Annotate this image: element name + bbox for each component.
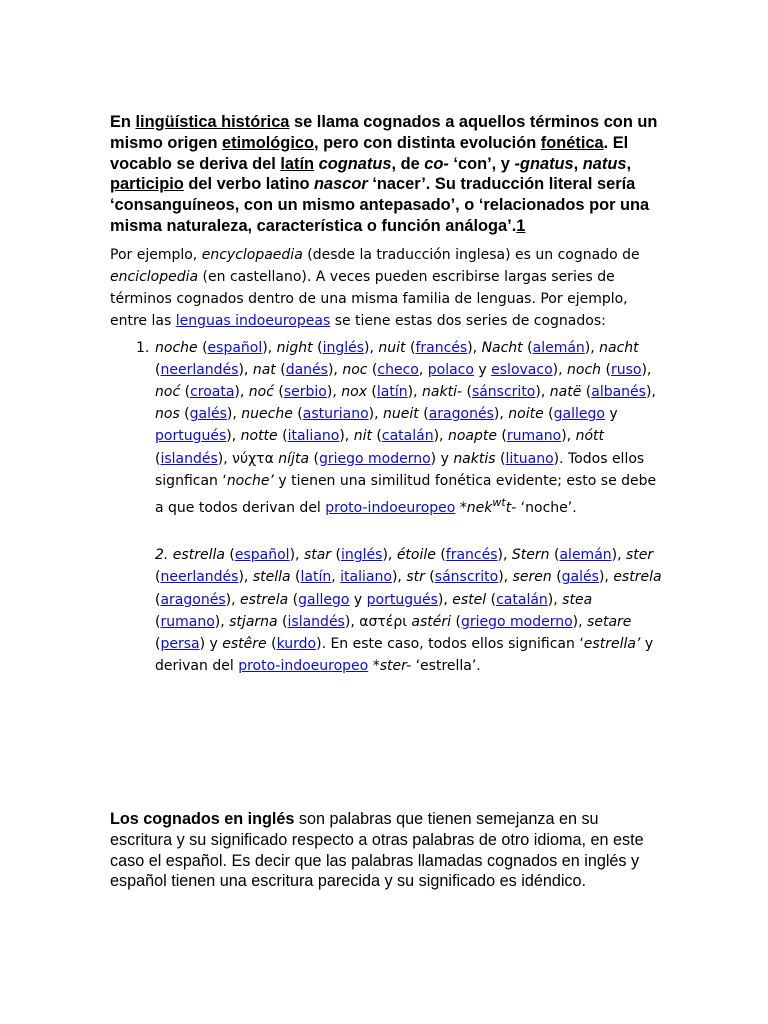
- link-language[interactable]: albanés: [591, 384, 646, 400]
- text: (en castellano). A veces pueden escribirse largas series de términos cognados dentro de una misma familia de lenguas. Por ejemplo, entre las: [110, 268, 628, 330]
- term-natus: natus: [582, 154, 627, 173]
- term-enciclopedia: enciclopedia: [110, 268, 199, 285]
- text: ‘con’, y: [448, 154, 515, 173]
- cognate-word: Stern: [511, 547, 550, 564]
- cognate-word-greek: νύχτα: [232, 450, 274, 467]
- link-language[interactable]: italiano: [287, 428, 340, 445]
- cognate-word: nacht: [599, 339, 639, 356]
- cognate-word: Nacht: [481, 339, 523, 356]
- text: , pero con distinta evolución: [314, 133, 541, 152]
- link-language[interactable]: croata: [190, 384, 235, 400]
- cognate-word: nuit: [378, 339, 406, 356]
- term-co: co-: [424, 154, 449, 173]
- root-word: [459, 496, 517, 517]
- link-language[interactable]: español: [207, 339, 263, 356]
- link-etimologico[interactable]: etimológico: [222, 133, 315, 152]
- link-language[interactable]: alemán: [559, 547, 612, 564]
- text: ). Todos ellos signfican ‘: [155, 450, 645, 489]
- text: ‘nacer’. Su traducción literal sería ‘consanguíneos, con un mismo antepasado’, o ‘relacionados por una misma naturaleza, característica o función análoga’.: [110, 175, 650, 235]
- cognate-word: setare: [587, 613, 632, 630]
- examples-paragraph: [110, 244, 665, 333]
- cognate-word: nakti-: [422, 384, 463, 400]
- link-language[interactable]: lituano: [505, 450, 554, 467]
- cognate-word: estrella’: [583, 636, 641, 653]
- link-language[interactable]: aragonés: [428, 406, 494, 423]
- link-language[interactable]: latín: [300, 569, 332, 586]
- cognate-word: noite: [508, 406, 544, 423]
- link-language[interactable]: kurdo: [276, 636, 317, 653]
- cognate-word: estel: [452, 591, 487, 608]
- link-language[interactable]: ruso: [610, 361, 642, 378]
- link-language[interactable]: sánscrito: [434, 569, 499, 586]
- link-language[interactable]: polaco: [427, 361, 474, 378]
- link-fonetica[interactable]: fonética: [540, 133, 604, 152]
- cognate-word: naktis: [453, 450, 496, 467]
- link-language[interactable]: latín: [376, 384, 408, 400]
- text: y tienen una similitud fonética evidente; esto se debe a que todos derivan del: [155, 472, 657, 517]
- text: y derivan del: [155, 636, 654, 675]
- cognate-word: nit: [353, 428, 372, 445]
- root-word: *ster-: [372, 658, 412, 675]
- text: , de: [391, 154, 425, 173]
- cognate-word: ster: [626, 547, 654, 564]
- link-language[interactable]: griego moderno: [318, 450, 431, 467]
- link-language[interactable]: gallego: [298, 591, 350, 608]
- cognate-word: noapte: [447, 428, 497, 445]
- spacer: [110, 519, 665, 544]
- link-language[interactable]: griego moderno: [460, 613, 573, 630]
- text: . En este caso, todos ellos significan ‘: [321, 636, 584, 653]
- link-language[interactable]: rumano: [160, 613, 215, 630]
- cognate-word: str: [406, 569, 425, 586]
- link-proto-indoeuropeo[interactable]: proto-indoeuropeo: [238, 658, 369, 675]
- cognate-word: nos: [155, 406, 180, 423]
- cognate-word: stea: [562, 591, 593, 608]
- term-encyclopaedia: encyclopaedia: [201, 246, 303, 263]
- link-language[interactable]: sánscrito: [471, 384, 536, 400]
- outro-heading: Los cognados en inglés: [110, 810, 295, 828]
- series-1: 1. noche (español), night (inglés), nuit (francés), Nacht (alemán), nacht (neerlandés), nat (danés), noc (checo, polaco y eslovaco), noch (ruso), noć (croata), noć (serbio), nox (latín), nakti- (sánscrito), natë (albanés), nos (galés), nueche (asturiano), nueit (aragonés), noite (gallego y portugués), notte (italiano), nit (catalán), noapte (rumano), nótt (islandés), νύχτα níjta (griego moderno) y naktis (lituano). Todos ellos signfican ‘noche’ y tienen una similitud fonética evidente; esto se debe a que todos derivan del proto-indoeuropeo *nek$^{wt}$t- ‘noche’.: [136, 339, 657, 517]
- document-page: [110, 112, 665, 677]
- cognate-word: noche’: [226, 472, 274, 489]
- link-language[interactable]: galés: [189, 406, 227, 423]
- term-cognatus: cognatus: [318, 154, 392, 173]
- link-language[interactable]: persa: [160, 636, 200, 653]
- text: Por ejemplo,: [110, 246, 202, 263]
- cognate-word: night: [276, 339, 313, 356]
- link-language[interactable]: catalán: [496, 591, 548, 608]
- link-language[interactable]: eslovaco: [491, 361, 553, 378]
- cognate-word: noć: [248, 384, 274, 400]
- term-gnatus: -gnatus: [514, 154, 574, 173]
- root-part: *nek: [459, 500, 493, 517]
- cognate-word: star: [303, 547, 332, 564]
- link-lenguas-indoeuropeas[interactable]: lenguas indoeuropeas: [175, 313, 331, 330]
- cognate-word: nueche: [241, 406, 293, 423]
- link-language[interactable]: neerlandés: [160, 569, 239, 586]
- link-linguistica-historica[interactable]: lingüística histórica: [135, 113, 290, 131]
- cognate-word: nótt: [575, 428, 604, 445]
- link-language[interactable]: francés: [445, 547, 498, 564]
- cognate-word: estêre: [222, 636, 267, 653]
- root-part: t-: [505, 500, 517, 517]
- link-language[interactable]: neerlandés: [160, 361, 239, 378]
- cognate-word: nat: [252, 361, 276, 378]
- cognate-word: estrela: [240, 591, 289, 608]
- link-latin[interactable]: latín: [280, 154, 315, 173]
- text: son palabras que tienen semejanza en su escritura y su significado respecto a otras palabras de otro idioma, en este caso el español. Es decir que las palabras llamadas cognados en inglés y español tienen una escritura parecida y su significado es idéndico.: [110, 810, 644, 891]
- text: se llama cognados a aquellos términos con un mismo origen: [110, 113, 658, 152]
- cognate-word: seren: [512, 569, 552, 586]
- cognate-word: 2. estrella: [155, 547, 225, 564]
- text: ,: [626, 154, 632, 173]
- cognate-word: nueit: [383, 406, 419, 423]
- text: ,: [573, 154, 583, 173]
- link-language[interactable]: danés: [285, 361, 328, 378]
- term-nascor: nascor: [314, 175, 368, 194]
- link-proto-indoeuropeo[interactable]: proto-indoeuropeo: [325, 500, 456, 517]
- cognate-word: étoile: [396, 547, 436, 564]
- link-language[interactable]: asturiano: [302, 406, 369, 423]
- link-language[interactable]: portugués: [155, 428, 227, 445]
- link-participio[interactable]: participio: [110, 175, 184, 194]
- link-language[interactable]: gallego: [553, 406, 605, 423]
- text: se tiene estas dos series de cognados:: [330, 313, 606, 330]
- root-superscript: wt: [492, 496, 506, 510]
- text: En: [110, 113, 136, 131]
- text: ‘estrella’.: [411, 658, 481, 675]
- link-language[interactable]: islandés: [160, 450, 218, 467]
- link-language[interactable]: español: [234, 547, 290, 564]
- cognate-word: níjta: [278, 450, 310, 467]
- link-language[interactable]: inglés: [322, 339, 365, 356]
- cognate-word: estrela: [613, 569, 662, 586]
- link-language[interactable]: serbio: [283, 384, 327, 400]
- link-language[interactable]: galés: [561, 569, 599, 586]
- link-language[interactable]: catalán: [381, 428, 434, 445]
- cognate-word: noche: [155, 339, 198, 356]
- cognate-word: natë: [549, 384, 582, 400]
- link-language[interactable]: checo: [377, 361, 419, 378]
- cognate-word: noc: [342, 361, 368, 378]
- cognate-word: noć: [155, 384, 181, 400]
- text: ‘noche’.: [516, 500, 577, 517]
- footnote-link[interactable]: 1: [516, 216, 526, 235]
- cognate-word: stjarna: [229, 613, 278, 630]
- link-language[interactable]: inglés: [340, 547, 383, 564]
- text: . El vocablo se deriva del: [110, 133, 629, 173]
- link-language[interactable]: italiano: [340, 569, 392, 586]
- text: (desde la traducción inglesa) es un cognado de: [302, 246, 640, 263]
- cognate-word: nox: [341, 384, 367, 400]
- link-language[interactable]: francés: [415, 339, 468, 356]
- link-language[interactable]: aragonés: [160, 591, 226, 608]
- cognate-word-greek: αστέρι: [359, 613, 407, 630]
- cognate-word: noch: [567, 361, 602, 378]
- link-language[interactable]: alemán: [532, 339, 585, 356]
- english-cognates-paragraph: [110, 809, 665, 892]
- cognate-word: stella: [252, 569, 291, 586]
- link-language[interactable]: portugués: [366, 591, 438, 608]
- text: del verbo latino: [183, 175, 315, 194]
- series-2: 2. estrella (español), star (inglés), étoile (francés), Stern (alemán), ster (neerlandés), stella (latín, italiano), str (sánscrito), seren (galés), estrela (aragonés), estrela (gallego y portugués), estel (catalán), stea (rumano), stjarna (islandés), αστέρι astéri (griego moderno), setare (persa) y estêre (kurdo). En este caso, todos ellos significan ‘estrella’ y derivan del proto-indoeuropeo *ster- ‘estrella’.: [155, 547, 662, 675]
- cognate-word: notte: [240, 428, 278, 445]
- link-language[interactable]: islandés: [287, 613, 345, 630]
- link-language[interactable]: rumano: [506, 428, 562, 445]
- intro-paragraph: [110, 112, 665, 237]
- cognate-word: astéri: [411, 613, 452, 630]
